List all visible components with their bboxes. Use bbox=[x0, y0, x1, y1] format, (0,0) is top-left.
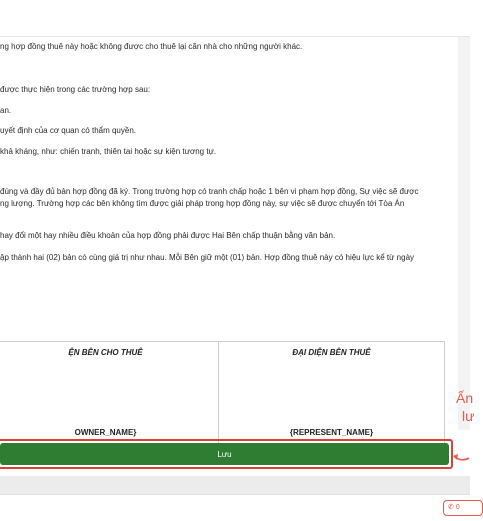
call-button[interactable] bbox=[443, 500, 483, 516]
document-line: uyết định của cơ quan có thẩm quyền. bbox=[0, 126, 136, 135]
bottom-bar bbox=[0, 476, 470, 494]
owner-signature-heading: ỆN BÊN CHO THUÊ bbox=[68, 348, 143, 357]
renter-name-placeholder: {REPRESENT_NAME} bbox=[289, 428, 374, 437]
save-button[interactable]: Lưu bbox=[0, 443, 449, 465]
document-line: an. bbox=[0, 106, 12, 115]
signature-table bbox=[0, 341, 445, 451]
call-button-label: 0 bbox=[455, 504, 460, 511]
phone-icon: ✆ bbox=[448, 504, 454, 511]
scroll-gutter bbox=[458, 37, 470, 430]
document-line: ập thành hai (02) bản có cùng giá trị như nhau. Mỗi Bên giữ một (01) bản. Hợp đồng thuê này có hiệu lực kể từ ngày bbox=[0, 253, 415, 262]
annotation-arrow-icon bbox=[452, 452, 470, 466]
annotation-text-line1: Ấn bbox=[456, 390, 474, 406]
document-line: hay đổi một hay nhiều điều khoản của hợp đồng phải được Hai Bên chấp thuận bằng văn bản. bbox=[0, 231, 336, 240]
document-line: ng lượng. Trường hợp các bên không tìm được giải pháp trong hợp đồng này, sự việc sẽ được chuyển tới Tòa Án bbox=[0, 199, 405, 208]
owner-signature-cell bbox=[0, 342, 219, 451]
document-line: ng hợp đồng thuê này hoặc không được cho thuê lại căn nhà cho những người khác. bbox=[0, 42, 303, 51]
top-bar bbox=[0, 0, 470, 37]
document-line: đúng và đầy đủ bản hợp đồng đã ký. Trong trường hợp có tranh chấp hoặc 1 bên vi phạm hợp đồng, Sự việc sẽ được bbox=[0, 187, 419, 196]
renter-signature-heading: ĐẠI DIỆN BÊN THUÊ bbox=[292, 348, 371, 357]
contract-document bbox=[0, 37, 459, 437]
annotation-text-line2: lư bbox=[462, 408, 475, 424]
bottom-area bbox=[0, 494, 470, 521]
renter-signature-cell bbox=[219, 342, 445, 451]
document-line: khả kháng, như: chiến tranh, thiên tai hoặc sự kiện tương tự. bbox=[0, 147, 217, 156]
document-line: được thực hiện trong các trường hợp sau: bbox=[0, 85, 151, 94]
owner-name-placeholder: OWNER_NAME} bbox=[74, 428, 137, 437]
